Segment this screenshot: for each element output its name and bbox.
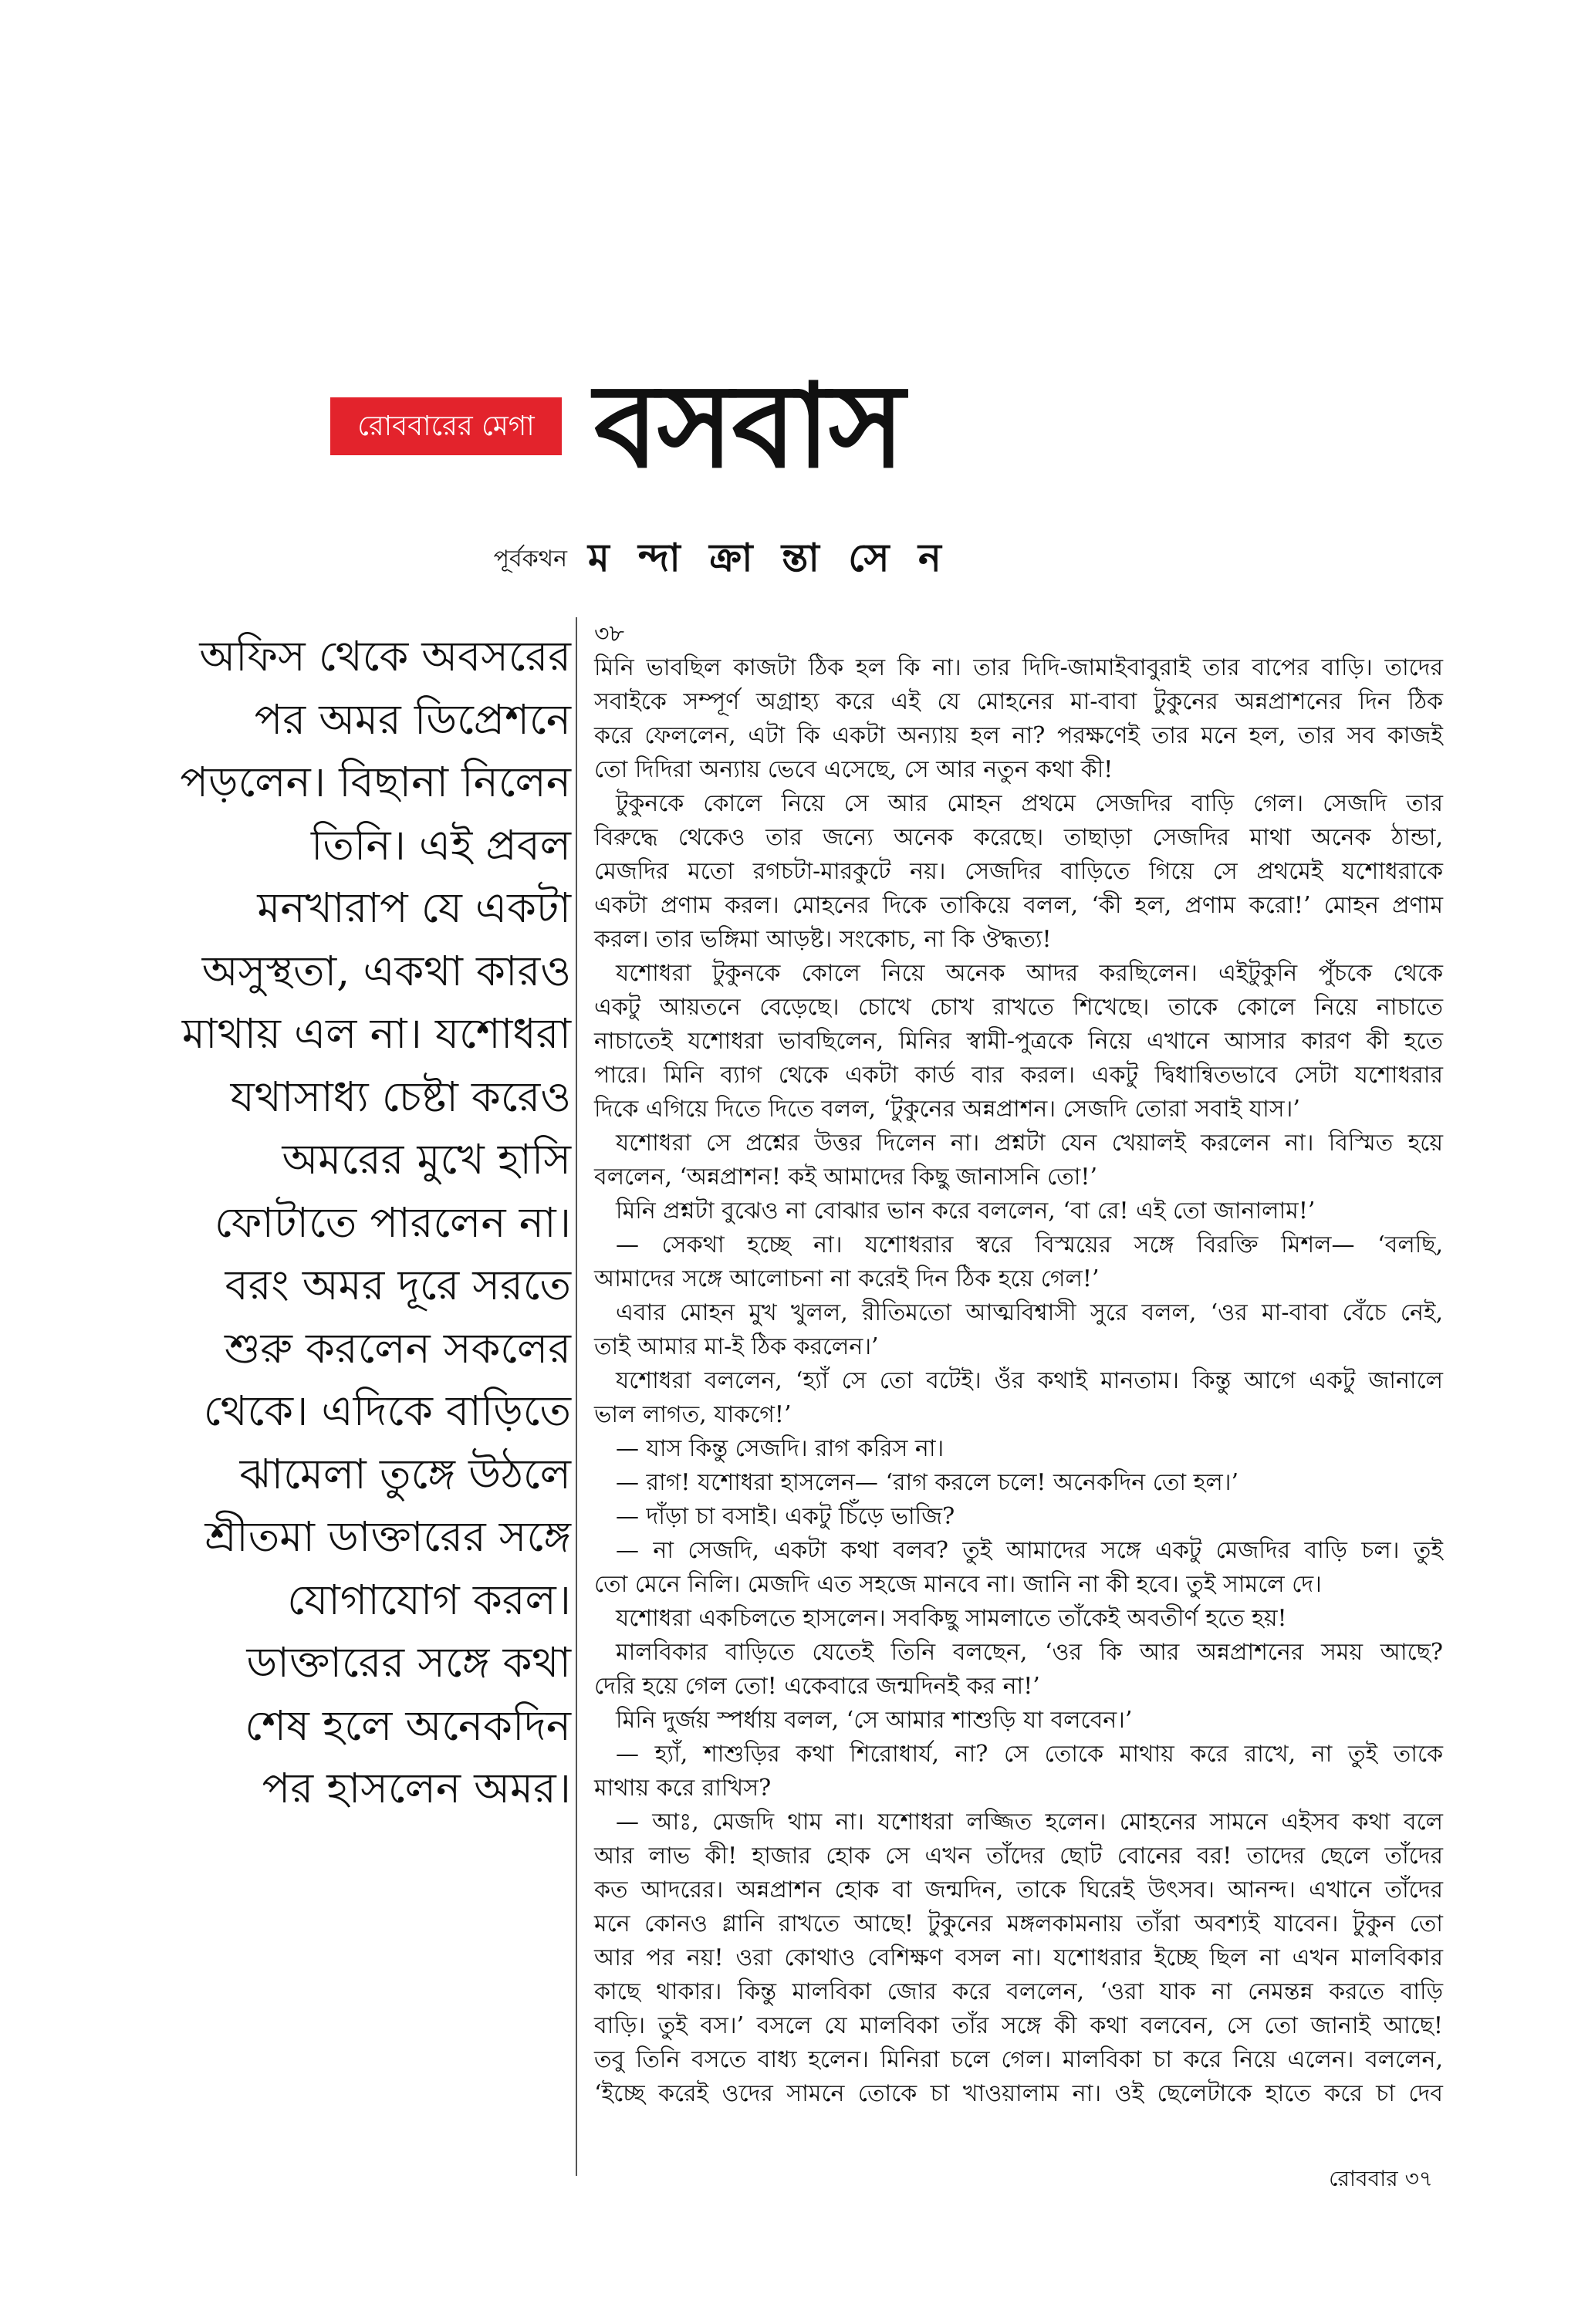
preface-line: অফিস থেকে অবসরের: [199, 632, 571, 681]
text-line: বললেন, ‘অন্নপ্রাশন! কই আমাদের কিছু জানাসনি তো!’: [594, 1164, 1098, 1191]
preface-line: শুরু করলেন সকলের: [225, 1323, 571, 1373]
page-footer: রোববার ৩৭: [1329, 2166, 1433, 2191]
preface-line: শেষ হলে অনেকদিন: [245, 1701, 571, 1750]
preface-line: পড়লেন। বিছানা নিলেন: [180, 758, 571, 806]
chapter-number: ৩৮: [594, 620, 624, 647]
text-line: এবার মোহন মুখ খুলল, রীতিমতো আত্মবিশ্বাসী সুরে বলল, ‘ওর মা-বাবা বেঁচে নেই,: [616, 1299, 1443, 1326]
text-line: যশোধরা সে প্রশ্নের উত্তর দিলেন না। প্রশ্নটা যেন খেয়ালই করলেন না। বিস্মিত হয়ে: [616, 1130, 1443, 1157]
text-line: দেরি হয়ে গেল তো! একেবারে জন্মদিনই কর না!’: [594, 1673, 1040, 1700]
text-line: তো মেনে নিলি। মেজদি এত সহজে মানবে না। জানি না কী হবে। তুই সামলে দে।: [594, 1571, 1322, 1598]
story-title: বসবাস: [594, 358, 904, 494]
text-line: আর পর নয়! ওরা কোথাও বেশিক্ষণ বসল না। যশোধরার ইচ্ছে ছিল না এখন মালবিকার: [594, 1944, 1443, 1971]
text-line: — দাঁড়া চা বসাই। একটু চিঁড়ে ভাজি?: [616, 1503, 955, 1530]
text-line: বাড়ি। তুই বস।’ বসলে যে মালবিকা তাঁর সঙ্গে কী কথা বলবেন, সে তো জানাই আছে!: [594, 2012, 1443, 2039]
text-line: তাই আমার মা-ই ঠিক করলেন।’: [594, 1333, 879, 1360]
text-line: কত আদরের। অন্নপ্রাশন হোক বা জন্মদিন, তাকে ঘিরেই উৎসব। আনন্দ। এখানে তাঁদের: [594, 1876, 1443, 1903]
text-line: মালবিকার বাড়িতে যেতেই তিনি বলছেন, ‘ওর কি আর অন্নপ্রাশনের সময় আছে?: [616, 1639, 1443, 1666]
text-line: ‘ইচ্ছে করেই ওদের সামনে তোকে চা খাওয়ালাম না। ওই ছেলেটাকে হাতে করে চা দেব: [594, 2080, 1443, 2107]
preface-line: ফোটাতে পারলেন না।: [214, 1197, 571, 1247]
preface-line: বরং অমর দূরে সরতে: [225, 1261, 571, 1309]
text-line: করে ফেললেন, এটা কি একটা অন্যায় হল না? পরক্ষণেই তার মনে হল, তার সব কাজই: [594, 722, 1443, 749]
preface-line: থেকে। এদিকে বাড়িতে: [203, 1387, 571, 1435]
story-body: [594, 617, 1443, 2111]
text-line: — সেকথা হচ্ছে না। যশোধরার স্বরে বিস্ময়ের সঙ্গে বিরক্তি মিশল— ‘বলছি,: [616, 1231, 1443, 1258]
text-line: তবু তিনি বসতে বাধ্য হলেন। মিনিরা চলে গেল। মালবিকা চা করে নিয়ে এলেন। বললেন,: [594, 2046, 1443, 2073]
text-line: একটা প্রণাম করল। মোহনের দিকে তাকিয়ে বলল, ‘কী হল, প্রণাম করো!’ মোহন প্রণাম: [594, 892, 1443, 919]
text-line: যশোধরা একচিলতে হাসলেন। সবকিছু সামলাতে তাঁকেই অবতীর্ণ হতে হয়!: [616, 1605, 1287, 1632]
text-line: মিনি ভাবছিল কাজটা ঠিক হল কি না। তার দিদি-জামাইবাবুরাই তার বাপের বাড়ি। তাদের: [594, 654, 1443, 681]
preface-line: মনখারাপ যে একটা: [257, 883, 571, 932]
preface-summary: [139, 625, 571, 1820]
preface-line: অসুস্থতা, একথা কারও: [201, 946, 571, 995]
text-line: — আঃ, মেজদি থাম না। যশোধরা লজ্জিত হলেন। মোহনের সামনে এইসব কথা বলে: [616, 1809, 1443, 1836]
text-line: মাথায় করে রাখিস?: [594, 1775, 772, 1802]
text-line: ভাল লাগত, যাকগে!’: [594, 1401, 792, 1428]
preface-line: ঝামেলা তুঙ্গে উঠলে: [239, 1449, 571, 1498]
preface-line: তিনি। এই প্রবল: [310, 820, 571, 870]
preface-line: ডাক্তারের সঙ্গে কথা: [246, 1638, 571, 1687]
text-line: আর লাভ কী! হাজার হোক সে এখন তাঁদের ছোট বোনের বর! তাদের ছেলে তাঁদের: [594, 1843, 1443, 1870]
section-badge: রোববারের মেগা: [330, 397, 562, 455]
author-name: ম ন্দা ক্রা ন্তা সে ন: [588, 535, 949, 580]
text-line: মেজদির মতো রগচটা-মারকুটে নয়। সেজদির বাড়িতে গিয়ে সে প্রথমেই যশোধরাকে: [594, 858, 1443, 885]
preface-line: অমরের মুখে হাসি: [282, 1135, 571, 1184]
text-line: নাচাতেই যশোধরা ভাবছিলেন, মিনির স্বামী-পুত্রকে নিয়ে এখানে আসার কারণ কী হতে: [594, 1028, 1443, 1055]
text-line: মনে কোনও গ্লানি রাখতে আছে! টুকুনের মঙ্গলকামনায় তাঁরা অবশ্যই যাবেন। টুকুন তো: [594, 1910, 1443, 1937]
preface-line: মাথায় এল না। যশোধরা: [181, 1009, 571, 1058]
text-line: সবাইকে সম্পূর্ণ অগ্রাহ্য করে এই যে মোহনের মা-বাবা টুকুনের অন্নপ্রাশনের দিন ঠিক: [594, 688, 1443, 715]
column-divider: [576, 617, 577, 2176]
text-line: — না সেজদি, একটা কথা বলব? তুই আমাদের সঙ্গে একটু মেজদির বাড়ি চল। তুই: [616, 1537, 1443, 1564]
preface-line: পর অমর ডিপ্রেশনে: [254, 694, 571, 744]
text-line: দিকে এগিয়ে দিতে দিতে বলল, ‘টুকুনের অন্নপ্রাশন। সেজদি তোরা সবাই যাস।’: [594, 1096, 1300, 1123]
text-line: তো দিদিরা অন্যায় ভেবে এসেছে, সে আর নতুন কথা কী!: [594, 756, 1113, 783]
text-line: — রাগ! যশোধরা হাসলেন— ‘রাগ করলে চলে! অনেকদিন তো হল।’: [616, 1469, 1239, 1496]
preface-line: শ্রীতমা ডাক্তারের সঙ্গে: [204, 1512, 571, 1561]
text-line: — যাস কিন্তু সেজদি। রাগ করিস না।: [616, 1435, 944, 1462]
text-line: কাছে থাকার। কিন্তু মালবিকা জোর করে বললেন, ‘ওরা যাক না নেমন্তন্ন করতে বাড়ি: [594, 1978, 1443, 2005]
text-line: — হ্যাঁ, শাশুড়ির কথা শিরোধার্য, না? সে তোকে মাথায় করে রাখে, না তুই তাকে: [616, 1741, 1443, 1768]
text-line: পারে। মিনি ব্যাগ থেকে একটা কার্ড বার করল। একটু দ্বিধান্বিতভাবে সেটা যশোধরার: [594, 1062, 1443, 1089]
text-line: যশোধরা বললেন, ‘হ্যাঁ সে তো বটেই। ওঁর কথাই মানতাম। কিন্তু আগে একটু জানালে: [616, 1367, 1443, 1394]
story-paragraphs: [594, 651, 1443, 2111]
preface-line: যোগাযোগ করল।: [287, 1575, 571, 1624]
preface-label: পূর্বকথন: [493, 546, 567, 573]
text-line: একটু আয়তনে বেড়েছে। চোখে চোখ রাখতে শিখেছে। তাকে কোলে নিয়ে নাচাতে: [594, 994, 1443, 1021]
text-line: আমাদের সঙ্গে আলোচনা না করেই দিন ঠিক হয়ে গেল!’: [594, 1265, 1100, 1292]
preface-line: পর হাসলেন অমর।: [262, 1764, 571, 1812]
text-line: মিনি দুর্জয় স্পর্ধায় বলল, ‘সে আমার শাশুড়ি যা বলবেন।’: [616, 1707, 1133, 1734]
text-line: বিরুদ্ধে থেকেও তার জন্যে অনেক করেছে। তাছাড়া সেজদির মাথা অনেক ঠান্ডা,: [594, 824, 1443, 851]
text-line: যশোধরা টুকুনকে কোলে নিয়ে অনেক আদর করছিলেন। এইটুকুনি পুঁচকে থেকে: [616, 960, 1443, 987]
text-line: মিনি প্রশ্নটা বুঝেও না বোঝার ভান করে বললেন, ‘বা রে! এই তো জানালাম!’: [616, 1197, 1316, 1224]
preface-line: যথাসাধ্য চেষ্টা করেও: [230, 1072, 571, 1121]
text-line: টুকুনকে কোলে নিয়ে সে আর মোহন প্রথমে সেজদির বাড়ি গেল। সেজদি তার: [616, 790, 1443, 817]
text-line: করল। তার ভঙ্গিমা আড়ষ্ট। সংকোচ, না কি ঔদ্ধত্য!: [594, 926, 1052, 953]
